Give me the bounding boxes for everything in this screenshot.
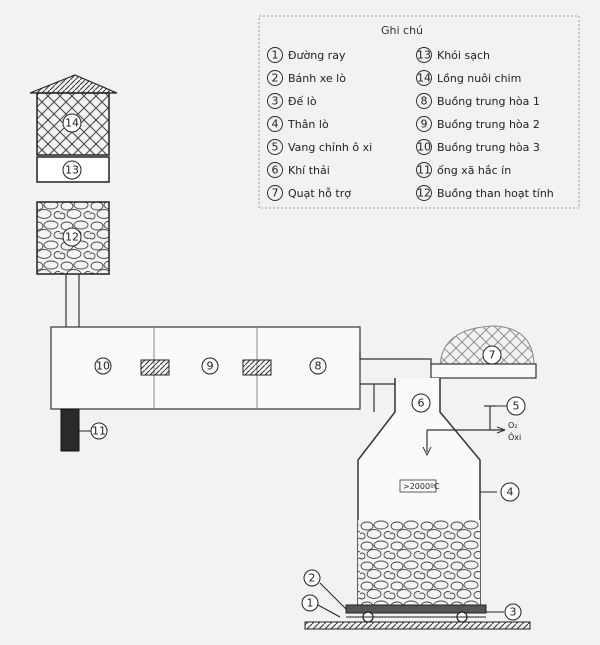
legend-number: 12: [417, 186, 431, 200]
legend-number: 14: [417, 71, 431, 85]
legend-left-column: [268, 48, 373, 201]
oxygen-formula: O₂: [508, 421, 518, 430]
marker-12-label: 12: [65, 230, 79, 244]
legend-number: 4: [271, 117, 279, 131]
marker-5-label: 5: [512, 399, 520, 413]
neutralization-chambers: [51, 327, 360, 409]
legend-item-text: Thân lò: [288, 118, 329, 131]
legend-item-text: Buồng trung hòa 1: [437, 95, 540, 108]
marker-13-label: 13: [65, 163, 79, 177]
legend-item-text: Buồng trung hòa 3: [437, 141, 540, 154]
furnace: [358, 378, 522, 605]
legend-number: 9: [420, 117, 428, 131]
support-fan: [431, 326, 536, 378]
legend-right-column: [417, 48, 554, 201]
legend-box: [259, 16, 579, 208]
bird-cage: [30, 75, 117, 155]
carbon-chamber: [37, 202, 109, 274]
legend-number: 8: [420, 94, 428, 108]
marker-6-label: 6: [417, 396, 425, 410]
oxygen-label: Ôxi: [508, 433, 522, 442]
legend-number: 7: [271, 186, 279, 200]
legend-item-text: ống xã hắc ín: [437, 164, 512, 177]
legend-item-text: Buồng trung hòa 2: [437, 118, 540, 131]
filter-1: [141, 360, 169, 375]
legend-item-text: Bánh xe lò: [288, 72, 346, 85]
marker-10-label: 10: [96, 359, 110, 373]
marker-2-label: 2: [308, 571, 316, 585]
marker-7-label: 7: [488, 348, 496, 362]
legend-number: 1: [271, 48, 279, 62]
marker-1-label: 1: [306, 596, 314, 610]
marker-8-label: 8: [314, 359, 322, 373]
cage-roof: [30, 75, 117, 93]
legend-item-text: Khí thải: [288, 164, 330, 177]
legend-item-text: Khói sạch: [437, 49, 490, 62]
fan-base: [431, 364, 536, 378]
clean-smoke-box: [37, 157, 109, 182]
marker-14-label: 14: [65, 116, 79, 130]
legend-item-text: Buồng than hoạt tính: [437, 187, 554, 200]
filter-2: [243, 360, 271, 375]
legend: [259, 16, 579, 208]
exhaust-gas-marker: [412, 394, 430, 412]
marker-3-label: 3: [509, 605, 517, 619]
legend-number: 2: [271, 71, 279, 85]
temperature-label: >2000ºC: [403, 482, 440, 491]
legend-title: Ghi chú: [380, 24, 424, 37]
legend-number: 10: [417, 140, 431, 154]
tar-drain: [61, 409, 107, 451]
rail-ground: [305, 622, 530, 629]
tar-drain-pipe: [61, 409, 79, 451]
marker-11-label: 11: [92, 424, 106, 438]
legend-item-text: Đường ray: [288, 49, 346, 62]
marker-4-label: 4: [506, 485, 514, 499]
marker-9-label: 9: [206, 359, 214, 373]
legend-item-text: Đế lò: [288, 95, 317, 108]
legend-number: 11: [417, 163, 431, 177]
furnace-fuel-bed: [358, 520, 480, 605]
legend-item-text: Vang chỉnh ô xi: [288, 141, 373, 154]
legend-number: 6: [271, 163, 279, 177]
legend-number: 3: [271, 94, 279, 108]
legend-number: 13: [417, 48, 431, 62]
legend-number: 5: [271, 140, 279, 154]
legend-item-text: Lồng nuôi chim: [437, 72, 522, 85]
legend-item-text: Quạt hỗ trợ: [288, 187, 351, 200]
connector-pipe: [66, 274, 79, 327]
